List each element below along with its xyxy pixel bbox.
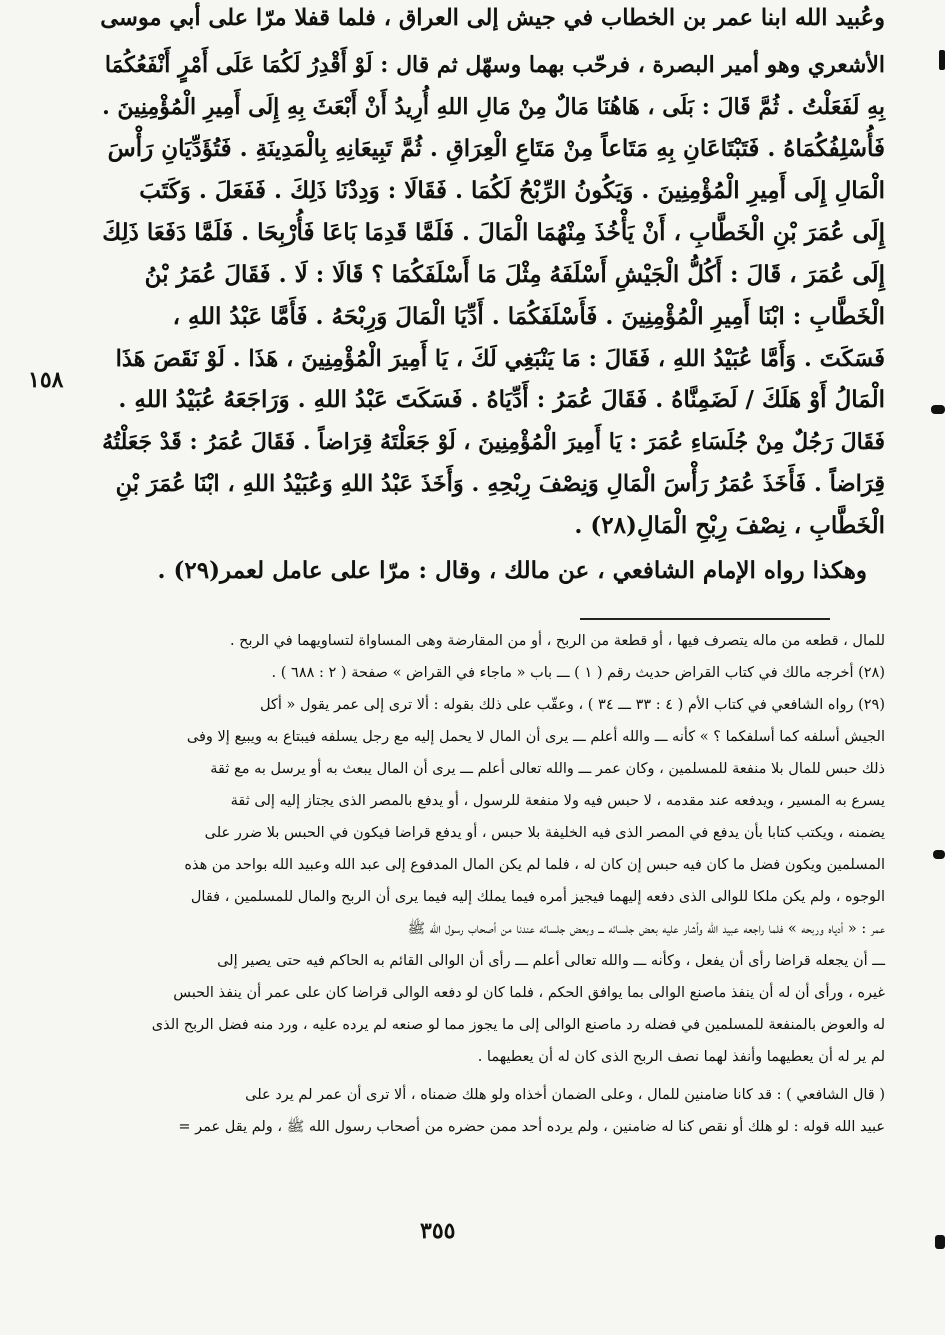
main-line: الْخَطَّابِ ، نِصْفَ رِبْحِ الْمَالِ(٢٨) . — [574, 512, 885, 539]
scan-binding-mark — [939, 50, 945, 70]
main-line: وعُبيد الله ابنا عمر بن الخطاب في جيش إلى العراق ، فلما قفلا مرّا على أبي موسى — [100, 5, 885, 31]
footnote-line: (٢٨) أخرجه مالك في كتاب القراض حديث رقم ( ١ ) ـــ باب « ماجاء في القراض » صفحة ( ٢ : ٦٨٨ ) . — [271, 665, 885, 681]
scan-binding-mark — [935, 1235, 945, 1249]
footnote-line: ذلك حبس للمال بلا منفعة للمسلمين ، وكان عمر ـــ والله تعالى أعلم ـــ يرى أن المال يبعث به أو يرسل به مع ثقة — [210, 761, 885, 777]
footnote-line: المسلمين ويكون فضل ما كان فيه حبس إن كان له ، فلما لم يكن المال المدفوع إلى عبد الله وعبيد الله بواحد من هذه — [184, 857, 885, 873]
page-number: ٣٥٥ — [420, 1218, 456, 1244]
footnote-line: ( قال الشافعي ) : قد كانا ضامنين للمال ، وعلى الضمان أخذاه ولو هلك ضمناه ، ألا ترى أن عمر لم يرد على — [245, 1087, 885, 1103]
main-line: إِلَى عُمَرَ بْنِ الْخَطَّابِ ، أَنْ يَأْخُذَ مِنْهُمَا الْمَالَ . فَلَمَّا قَدِمَا بَاعَا فَأُرْبِحَا . فَلَمَّا دَفَعَا ذَلِكَ — [102, 219, 885, 246]
footnote-line: للمال ، قطعه من ماله يتصرف فيها ، أو قطعة من الربح ، أو من المقارضة وهى المساواة لتساويهما في الربح . — [229, 633, 885, 649]
main-line: قِرَاضاً . فَأَخَذَ عُمَرُ رَأْسَ الْمَالِ وَنِصْفَ رِبْحِهِ . وَأَخَذَ عَبْدُ اللهِ وَعُبَيْدُ اللهِ ، ابْنَا عُمَرَ بْنِ — [115, 471, 885, 497]
footnote-line: غيره ، ورأى أن له أن ينفذ ماصنع الوالى بما يوافق الحكم ، فلما كان لو دفعه الوالى قراضا كان على عمر أن ينفذ الحبس — [173, 985, 885, 1001]
main-line: الْمَالِ إِلَى أَمِيرِ الْمُؤْمِنِينَ . وَيَكُونُ الرِّبْحُ لَكُمَا . فَقَالَا : وَدِدْنَا ذَلِكَ . فَفَعَلَ . وَكَتَبَ — [139, 177, 885, 204]
scan-binding-mark — [931, 405, 945, 414]
scan-binding-mark — [933, 850, 945, 859]
footnote-line: يضمنه ، ويكتب كتابا بأن يدفع في المصر الذى فيه الخليفة بلا حبس ، أو يدفع قراضا فيكون في الحبس بلا ضرر على — [204, 825, 885, 841]
footnote-separator — [580, 618, 830, 620]
footnote-line: عبيد الله قوله : لو هلك أو نقص كنا له ضامنين ، ولم يرده أحد ممن حضره من أصحاب رسول الله ﷺ ، ولم يقل عمر = — [178, 1119, 885, 1135]
footnote-line: يسرع به المسير ، ويدفعه عند مقدمه ، لا حبس فيه ولا منفعة للرسول ، أو يدفع بالمصر الذى يجتاز إليه إلى ثقة — [230, 793, 885, 809]
main-line: فَسَكَتَ . وَأَمَّا عُبَيْدُ اللهِ ، فَقَالَ : مَا يَنْبَغِي لَكَ ، يَا أَمِيرَ الْمُؤْمِنِينَ ، هَذَا . لَوْ نَقَصَ هَذَا — [115, 346, 885, 372]
main-line: فَقَالَ رَجُلٌ مِنْ جُلَسَاءِ عُمَرَ : يَا أَمِيرَ الْمُؤْمِنِينَ ، لَوْ جَعَلْتَهُ قِرَاضاً . فَقَالَ عُمَرُ : قَدْ جَعَلْتُهُ — [102, 429, 885, 455]
footnote-line: عمر : « أدياه وربحه » فلما راجعه عبيد الله وأشار عليه بعض جلسائه ـــ وبعض جلسائه عندنا من أصحاب رسول الله ﷺ — [407, 921, 885, 937]
main-line: الْخَطَّابِ : ابْنَا أَمِيرِ الْمُؤْمِنِينَ . فَأَسْلَفَكُمَا . أَدِّيَا الْمَالَ وَرِبْحَهُ . فَأَمَّا عَبْدُ اللهِ ، — [172, 303, 885, 330]
main-line: إِلَى عُمَرَ ، قَالَ : أَكُلُّ الْجَيْشِ أَسْلَفَهُ مِثْلَ مَا أَسْلَفَكُمَا ؟ قَالَا : لَا . فَقَالَ عُمَرُ بْنُ — [144, 261, 885, 288]
main-line-closing: وهكذا رواه الإمام الشافعي ، عن مالك ، وقال : مرّا على عامل لعمر(٢٩) . — [157, 557, 867, 584]
main-line: فَأُسْلِفُكُمَاهُ . فَتَبْتَاعَانِ بِهِ مَتَاعاً مِنْ مَتَاعِ الْعِرَاقِ . ثُمَّ تَبِيعَانِهِ بِالْمَدِينَةِ . فَتُؤَدِّيَانِ رَأْسَ — [107, 135, 885, 162]
footnote-line: لم ير له أن يعطيهما وأنفذ لهما نصف الربح الذى كان له أن يعطيهما . — [477, 1049, 885, 1065]
margin-page-reference: ١٥٨ — [28, 367, 64, 393]
footnote-line: له والعوض بالمنفعة للمسلمين في فضله رد ماصنع الوالى إلى ما يجوز مما لو صنعه لم يرده عليه ، ورد منه فضل الربح الذى — [151, 1017, 885, 1033]
footnote-line: الجيش أسلفه كما أسلفكما ؟ » كأنه ـــ والله أعلم ـــ يرى أن المال لا يحمل إليه مع رجل يسلفه فيبتاع به ويبيع إلا وفى — [186, 729, 885, 745]
main-line: الْمَالُ أَوْ هَلَكَ / لَضَمِنَّاهُ . فَقَالَ عُمَرُ : أَدِّيَاهُ . فَسَكَتَ عَبْدُ اللهِ . وَرَاجَعَهُ عُبَيْدُ اللهِ . — [118, 386, 885, 413]
main-line: بِهِ لَفَعَلْتُ . ثُمَّ قَالَ : بَلَى ، هَاهُنَا مَالٌ مِنْ مَالِ اللهِ أُرِيدُ أَنْ أَبْعَثَ بِهِ إِلَى أَمِيرِ الْمُؤْمِنِينَ . — [102, 94, 885, 120]
footnote-line: الوجوه ، ولم يكن ملكا للوالى الذى دفعه إليهما فيجيز أمره فيما يملك إليه فيما يرى أن الربح والمال للمسلمين ، فقال — [190, 889, 885, 905]
footnote-line: ـــ أن يجعله قراضا رأى أن يفعل ، وكأنه ـــ والله تعالى أعلم ـــ رأى أن الوالى القائم به الحاكم فيه حتى يصير إلى — [217, 953, 885, 969]
footnote-line: (٢٩) رواه الشافعي في كتاب الأم ( ٤ : ٣٣ ـــ ٣٤ ) ، وعقّب على ذلك بقوله : ألا ترى إلى عمر يقول « أكل — [259, 697, 885, 713]
main-line: الأشعري وهو أمير البصرة ، فرحّب بهما وسهّل ثم قال : لَوْ أَقْدِرُ لَكُمَا عَلَى أَمْرٍ أَنْفَعُكُمَا — [104, 52, 885, 78]
